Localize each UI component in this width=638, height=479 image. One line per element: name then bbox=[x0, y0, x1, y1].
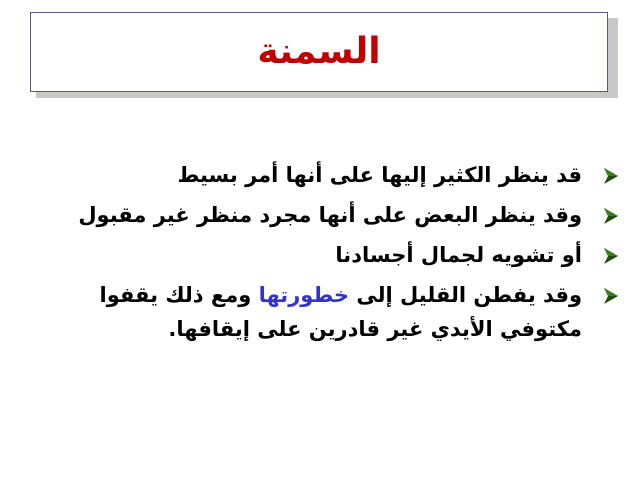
slide-title: السمنة bbox=[257, 31, 381, 72]
bullet-text-before: وقد يفطن القليل إلى bbox=[349, 283, 582, 307]
bullet-text: قد ينظر الكثير إليها على أنها أمر بسيط bbox=[177, 163, 582, 187]
arrow-bullet-icon bbox=[602, 287, 620, 305]
bullet-item bbox=[30, 238, 622, 272]
bullet-item bbox=[30, 158, 622, 192]
title-box bbox=[30, 12, 608, 92]
bullet-text-after: ومع ذلك يقفوا مكتوفي الأيدي غير قادرين على إيقافها. bbox=[99, 283, 582, 341]
bullet-highlight: خطورتها bbox=[258, 283, 350, 307]
arrow-bullet-icon bbox=[602, 207, 620, 225]
bullet-item bbox=[30, 278, 622, 346]
bullet-list bbox=[30, 158, 622, 346]
bullet-text: أو تشويه لجمال أجسادنا bbox=[335, 243, 582, 267]
arrow-bullet-icon bbox=[602, 167, 620, 185]
arrow-bullet-icon bbox=[602, 247, 620, 265]
bullet-text: وقد ينظر البعض على أنها مجرد منظر غير مقبول bbox=[78, 203, 582, 227]
bullet-item bbox=[30, 198, 622, 232]
